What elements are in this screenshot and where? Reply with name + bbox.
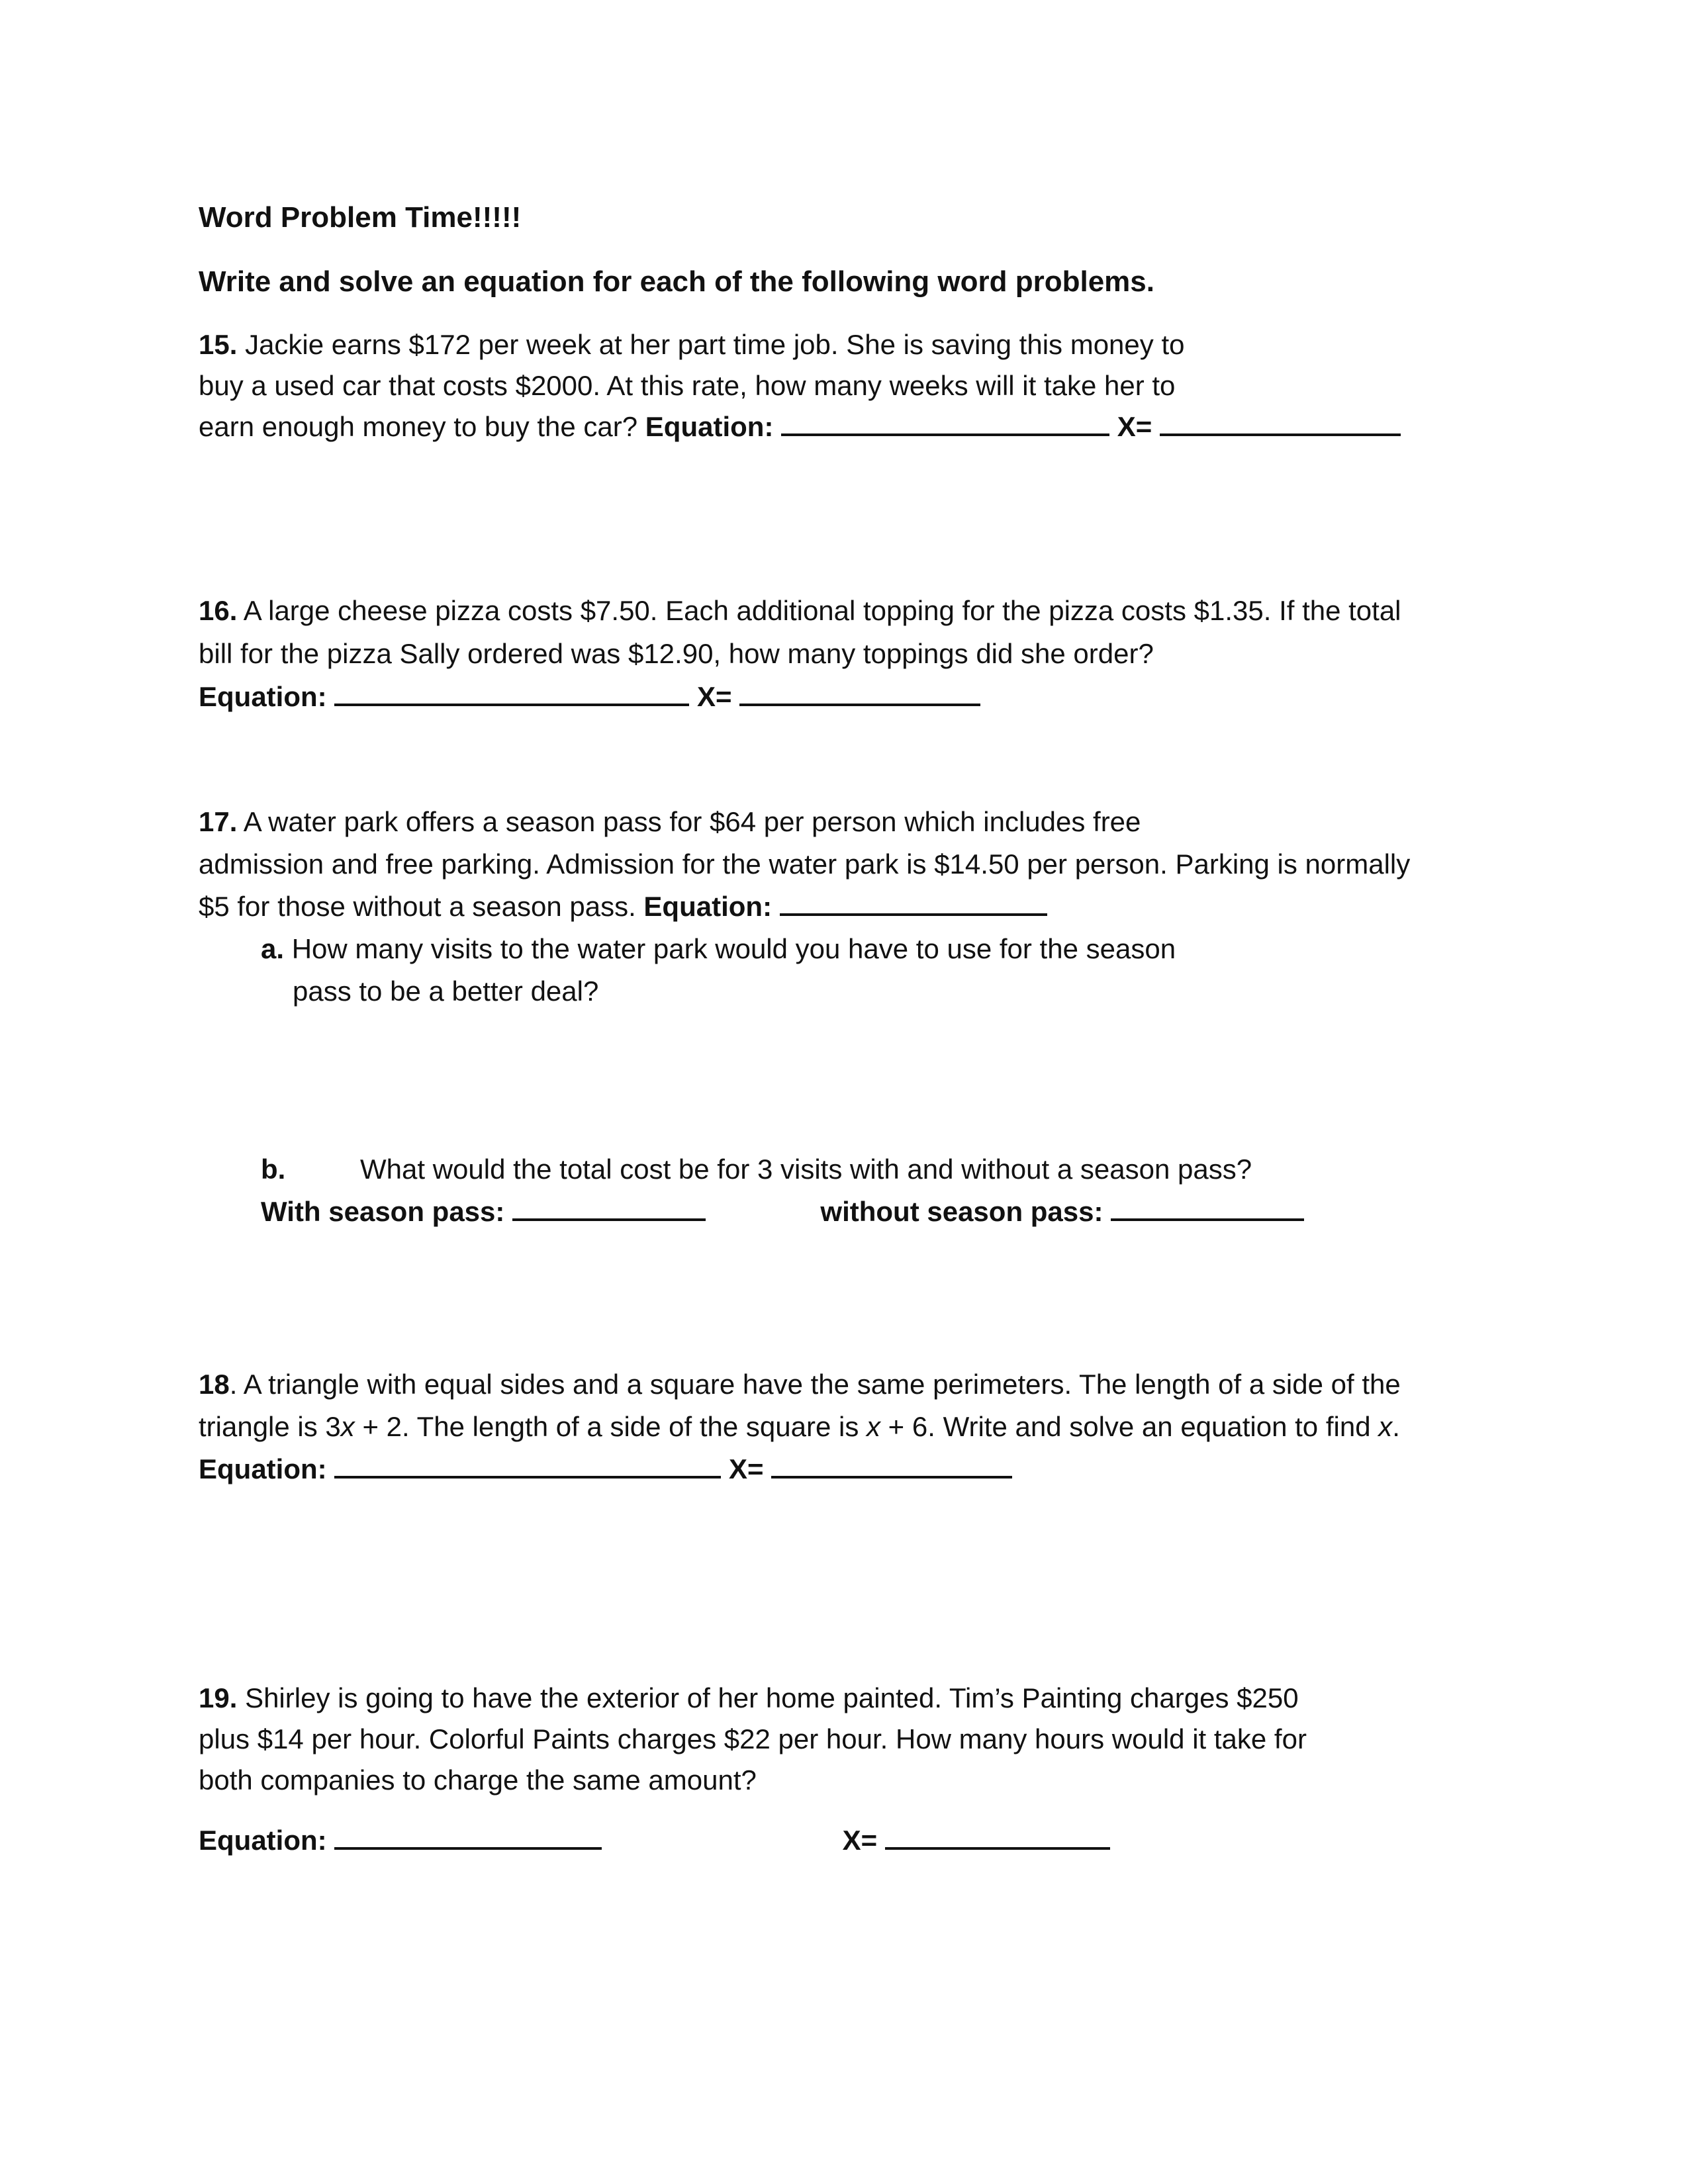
worksheet-header (199, 197, 1443, 238)
instructions-block (199, 261, 1443, 302)
problem-number: 16. (199, 595, 238, 626)
problem-text-segment: + 2. The length of a side of the square is (354, 1411, 867, 1442)
problem-text-line: admission and free parking. Admission for the water park is $14.50 per person. Parking is normally (199, 848, 1411, 880)
x-label: X= (1117, 411, 1152, 442)
equation-label: Equation: (199, 681, 327, 712)
problem-number: 17. (199, 806, 238, 837)
problem-text-line: $5 for those without a season pass. (199, 891, 636, 922)
problem-text-segment: + 6. Write and solve an equation to find (880, 1411, 1379, 1442)
problem-text-line: A water park offers a season pass for $64 per person which includes free (243, 806, 1141, 837)
equation-answer-blank[interactable] (334, 1823, 602, 1850)
x-answer-blank[interactable] (771, 1452, 1012, 1479)
subpart-a-label: a. (261, 933, 285, 964)
equation-label: Equation: (199, 1825, 327, 1856)
problem-19 (199, 1678, 1443, 1801)
variable-x: x (1378, 1411, 1393, 1442)
problem-text-line: A large cheese pizza costs $7.50. Each additional topping for the pizza costs $1.35. If the total (243, 595, 1401, 626)
problem-19-answers (199, 1820, 1443, 1861)
problem-text-line: Shirley is going to have the exterior of her home painted. Tim’s Painting charges $250 (245, 1682, 1299, 1713)
equation-label: Equation: (645, 411, 774, 442)
problem-text-line: buy a used car that costs $2000. At this rate, how many weeks will it take her to (199, 370, 1176, 401)
problem-number: 19. (199, 1682, 238, 1713)
problem-16 (199, 589, 1443, 718)
without-pass-label: without season pass: (820, 1196, 1103, 1227)
subpart-a-text: How many visits to the water park would you have to use for the season (291, 933, 1176, 964)
equation-answer-blank[interactable] (334, 680, 689, 706)
x-answer-blank[interactable] (885, 1823, 1110, 1850)
problem-text-line: plus $14 per hour. Colorful Paints charges $22 per hour. How many hours would it take for (199, 1723, 1307, 1754)
subpart-b-label: b. (261, 1154, 286, 1185)
problem-18 (199, 1363, 1443, 1490)
equation-label: Equation: (643, 891, 773, 922)
problem-text-line: . A triangle with equal sides and a square have the same perimeters. The length of a side of the (229, 1369, 1401, 1400)
without-pass-answer-blank[interactable] (1111, 1195, 1304, 1221)
x-answer-blank[interactable] (1160, 410, 1401, 436)
variable-x: x (867, 1411, 881, 1442)
variable-x: x (340, 1411, 355, 1442)
problem-17 (199, 801, 1443, 1013)
problem-17-part-b (199, 1148, 1443, 1233)
equation-label: Equation: (199, 1453, 327, 1484)
x-label: X= (696, 681, 732, 712)
problem-text-segment: . (1392, 1411, 1400, 1442)
worksheet-instructions: Write and solve an equation for each of the following word problems. (199, 265, 1154, 298)
problem-number: 18 (199, 1369, 230, 1400)
problem-text-segment: triangle is 3 (199, 1411, 341, 1442)
equation-answer-blank[interactable] (781, 410, 1109, 436)
with-pass-label: With season pass: (261, 1196, 505, 1227)
equation-answer-blank[interactable] (334, 1452, 721, 1479)
subpart-b-text: What would the total cost be for 3 visits with and without a season pass? (360, 1154, 1252, 1185)
problem-text-line: both companies to charge the same amount? (199, 1764, 757, 1796)
problem-15 (199, 324, 1443, 447)
worksheet-title: Word Problem Time!!!!! (199, 201, 522, 234)
with-pass-answer-blank[interactable] (512, 1195, 706, 1221)
problem-text-line: earn enough money to buy the car? (199, 411, 638, 442)
x-answer-blank[interactable] (739, 680, 980, 706)
x-label: X= (842, 1825, 878, 1856)
equation-answer-blank[interactable] (780, 889, 1047, 916)
problem-number: 15. (199, 329, 238, 360)
problem-text-line: Jackie earns $172 per week at her part time job. She is saving this money to (245, 329, 1185, 360)
problem-text-line: bill for the pizza Sally ordered was $12.90, how many toppings did she order? (199, 638, 1154, 669)
x-label: X= (728, 1453, 764, 1484)
subpart-a-text: pass to be a better deal? (293, 976, 599, 1007)
